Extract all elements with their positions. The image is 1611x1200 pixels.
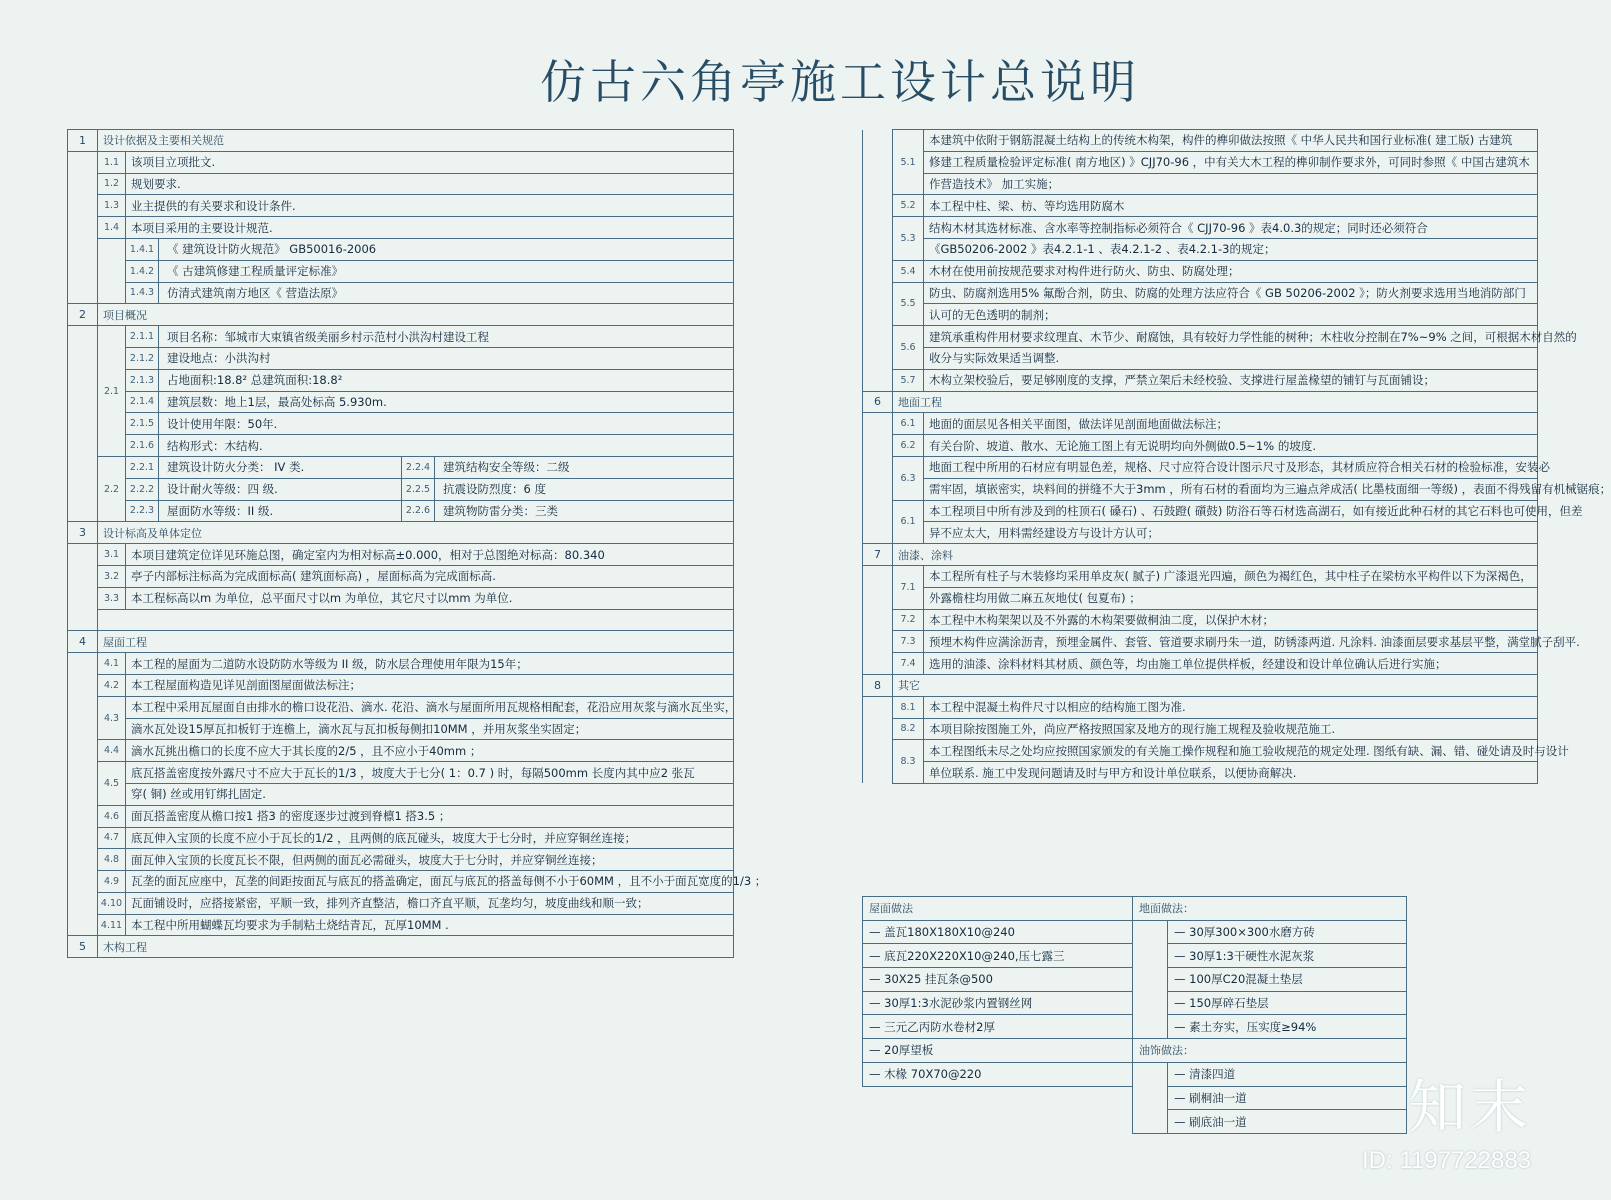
section-number: 1	[68, 130, 98, 152]
subitem-number: 2.1.4	[126, 392, 159, 413]
item-number: 3.1	[98, 544, 126, 566]
spec-subitem-row	[68, 413, 734, 435]
spec-item-row	[863, 478, 1538, 500]
subitem-number: 2.1.6	[126, 435, 159, 456]
spec-item-row	[863, 217, 1538, 239]
item-text: 防虫、防腐剂选用5% 氟酚合剂，防虫、防腐的处理方法应符合《 GB 50206-2002 》；防火剂要求选用当地消防部门	[924, 282, 1538, 304]
spec-item-row	[863, 718, 1538, 740]
section-header-row	[68, 304, 734, 326]
indent-cell	[1133, 1062, 1168, 1133]
material-row	[863, 1062, 1407, 1086]
spec-item-row	[863, 500, 1538, 522]
item-text: 瓦面铺设时，应搭接紧密，平顺一致，排列齐直整洁，檐口齐直平顺，瓦垄均匀，坡度曲线和顺一致；	[126, 892, 734, 914]
spec-subitem-row	[68, 347, 734, 369]
item-number: 4.3	[98, 696, 126, 740]
item-number: 8.1	[893, 696, 924, 718]
pair-number-right: 2.2.6	[402, 501, 435, 522]
item-text: 需牢固，填嵌密实，块料间的拼缝不大于3mm ，所有石材的看面均为三遍点斧成活( 比墨枝面细一等级) ，表面不得残留有机械锯痕；	[924, 478, 1538, 500]
item-number: 4.11	[98, 914, 126, 936]
subitem-text: 建设地点：小洪沟村	[167, 351, 271, 366]
pair-number-right: 2.2.4	[402, 457, 435, 478]
item-number: 6.3	[893, 456, 924, 500]
subitem-cell	[126, 238, 734, 260]
item-number: 5.3	[893, 217, 924, 261]
spec-item-row	[68, 892, 734, 914]
spec-item-row	[863, 173, 1538, 195]
subitem-text: 仿清式建筑南方地区《 营造法原》	[167, 285, 344, 300]
floor-layer: — 素土夯实，压实度≥94%	[1168, 1015, 1407, 1039]
item-number: 8.3	[893, 740, 924, 784]
section-label: 项目概况	[98, 304, 734, 326]
section-header-row	[863, 674, 1538, 696]
item-number: 4.8	[98, 849, 126, 871]
watermark-logo: 知末	[1408, 1073, 1533, 1141]
spec-pair-row	[68, 478, 734, 500]
spec-subitem-row	[68, 435, 734, 457]
subitem-cell	[126, 326, 734, 348]
item-text: 地面的面层见各相关平面图，做法详见剖面地面做法标注；	[924, 413, 1538, 435]
item-number: 4.7	[98, 827, 126, 849]
spec-item-row	[863, 238, 1538, 260]
section-label: 设计标高及单体定位	[98, 522, 734, 544]
item-text: 本建筑中依附于钢筋混凝土结构上的传统木构架，构件的榫卯做法按照《 中华人民共和国行业标准( 建工版) 古建筑	[924, 130, 1538, 152]
spec-item-row	[863, 696, 1538, 718]
item-text: 面瓦搭盖密度从檐口按1 搭3 的密度逐步过渡到脊檩1 搭3.5 ；	[126, 805, 734, 827]
roof-layer: — 30X25 挂瓦条@500	[863, 968, 1133, 992]
spec-item-row	[68, 805, 734, 827]
section-header-row	[68, 631, 734, 653]
spec-item-row	[863, 631, 1538, 653]
indent-cell	[863, 130, 893, 392]
pair-cell	[126, 478, 734, 500]
material-table	[862, 896, 1407, 1134]
pair-cell	[126, 456, 734, 478]
item-text: 木材在使用前按规范要求对构件进行防火、防虫、防腐处理；	[924, 260, 1538, 282]
item-text: 预埋木构件应满涂沥青，预埋金属件、套管、管道要求刷丹朱一道，防锈漆两道. 凡涂料. 油漆面层要求基层平整，满堂腻子刮平.	[924, 631, 1538, 653]
subitem-number: 2.1.2	[126, 348, 159, 369]
item-number: 7.3	[893, 631, 924, 653]
section-label: 屋面工程	[98, 631, 734, 653]
item-text: 外露檐柱均用做二麻五灰地仗( 包夏布) ；	[924, 587, 1538, 609]
item-text: 结构木材其选材标准、含水率等控制指标必须符合《 CJJ70-96 》表4.0.3的规定；同时还必须符合	[924, 217, 1538, 239]
spec-item-row	[863, 435, 1538, 457]
floor-layer: — 150厚碎石垫层	[1168, 991, 1407, 1015]
item-number: 5.4	[893, 260, 924, 282]
subitem-number: 1.4.2	[126, 261, 159, 282]
item-text: 选用的油漆、涂料材料其材质、颜色等，均由施工单位提供样板，经建设和设计单位确认后进行实施；	[924, 653, 1538, 675]
roof-layer: — 盖瓦180X180X10@240	[863, 920, 1133, 944]
image-id: ID: 1197722883	[1362, 1147, 1532, 1174]
indent-cell	[68, 326, 98, 522]
subitem-number: 2.1.1	[126, 326, 159, 347]
item-text: 认可的无色透明的制剂；	[924, 304, 1538, 326]
left-spec-table	[67, 129, 767, 958]
item-text: 业主提供的有关要求和设计条件.	[126, 195, 734, 217]
item-number: 3.3	[98, 587, 126, 609]
item-number: 1.4	[98, 217, 126, 239]
pair-number-left: 2.2.3	[126, 501, 159, 522]
spec-item-row	[68, 587, 734, 609]
group-number: 2.2	[98, 456, 126, 521]
item-number: 6.2	[893, 435, 924, 457]
spec-item-row	[68, 565, 734, 587]
roof-layer: — 三元乙丙防水卷材2厚	[863, 1015, 1133, 1039]
spec-item-row	[863, 456, 1538, 478]
item-text: 本项目除按图施工外，尚应严格按照国家及地方的现行施工规程及验收规范施工.	[924, 718, 1538, 740]
indent-cell	[863, 413, 893, 544]
item-text: 本工程中采用瓦屋面自由排水的檐口设花沿、滴水. 花沿、滴水与屋面所用瓦规格相配套，花沿应用灰浆与滴水瓦坐实，	[126, 696, 734, 718]
section-number: 5	[68, 936, 98, 958]
item-number: 7.4	[893, 653, 924, 675]
indent-cell	[863, 565, 893, 674]
spec-item-row	[68, 653, 734, 675]
paint-layer: — 清漆四道	[1168, 1062, 1407, 1086]
section-number: 2	[68, 304, 98, 326]
spec-subitem-row	[68, 391, 734, 413]
empty-row	[68, 609, 734, 631]
item-text: 建筑承重构件用材要求纹理直、木节少、耐腐蚀，具有较好力学性能的树种；木柱收分控制在7%~9% 之间，可根据木材自然的	[924, 326, 1538, 348]
item-text: 作营造技术》 加工实施；	[924, 173, 1538, 195]
paint-header: 油饰做法：	[1133, 1039, 1407, 1063]
indent-cell	[68, 544, 98, 631]
roof-layer: — 30厚1:3水泥砂浆内置钢丝网	[863, 991, 1133, 1015]
section-number: 6	[863, 391, 893, 413]
item-number: 4.1	[98, 653, 126, 675]
item-text: 滴水瓦挑出檐口的长度不应大于其长度的2/5 ，且不应小于40mm ；	[126, 740, 734, 762]
item-text: 本工程屋面构造见详见剖面图屋面做法标注；	[126, 674, 734, 696]
spec-pair-row	[68, 456, 734, 478]
section-label: 设计依据及主要相关规范	[98, 130, 734, 152]
spec-item-row	[863, 609, 1538, 631]
item-text: 本工程中木构架架以及不外露的木构架要做桐油二度，以保护木材；	[924, 609, 1538, 631]
item-number: 4.2	[98, 674, 126, 696]
subitem-cell	[126, 435, 734, 457]
item-text: 单位联系. 施工中发现问题请及时与甲方和设计单位联系，以便协商解决.	[924, 762, 1538, 784]
item-text: 本工程标高以m 为单位，总平面尺寸以m 为单位，其它尺寸以mm 为单位.	[126, 587, 734, 609]
item-text: 瓦垄的面瓦应座中，瓦垄的间距按面瓦与底瓦的搭盖确定，面瓦与底瓦的搭盖每侧不小于60MM ，且不小于面瓦宽度的1/3 ；	[126, 871, 734, 893]
roof-layer: — 木椽 70X70@220	[863, 1062, 1133, 1086]
roof-header: 屋面做法	[863, 897, 1133, 921]
group-number: 2.1	[98, 326, 126, 457]
pair-number-left: 2.2.2	[126, 479, 159, 500]
item-text: 本工程图纸未尽之处均应按照国家颁发的有关施工操作规程和施工验收规范的规定处理. 图纸有缺、漏、错、碰处请及时与设计	[924, 740, 1538, 762]
indent-cell	[68, 151, 98, 304]
section-header-row	[68, 522, 734, 544]
item-text: 地面工程中所用的石材应有明显色差，规格、尺寸应符合设计图示尺寸及形态，其材质应符合相关石材的检验标准，安装必	[924, 456, 1538, 478]
spec-item-row	[68, 173, 734, 195]
material-row	[863, 897, 1407, 921]
spec-item-row	[863, 130, 1538, 152]
item-text: 面瓦伸入宝顶的长度瓦长不限，但两侧的面瓦必需碰头，坡度大于七分时，并应穿铜丝连接；	[126, 849, 734, 871]
item-text: 本工程中混凝土构件尺寸以相应的结构施工图为准.	[924, 696, 1538, 718]
item-text: 滴水瓦处设15厚瓦扣板钉于连檐上，滴水瓦与瓦扣板每侧扣10MM ，并用灰浆坐实固定；	[126, 718, 734, 740]
subitem-cell	[126, 413, 734, 435]
item-text: 本工程项目中所有涉及到的柱顶石( 磉石) 、石鼓蹬( 礩鼓) 防浴石等石材选高湖石，如有接近此种石材的其它石料也可使用，但差	[924, 500, 1538, 522]
item-text: 该项目立项批文.	[126, 151, 734, 173]
item-number: 7.2	[893, 609, 924, 631]
item-text: 本项目建筑定位详见环施总图，确定室内为相对标高±0.000，相对于总图绝对标高：80.340	[126, 544, 734, 566]
item-number: 1.3	[98, 195, 126, 217]
item-number: 1.2	[98, 173, 126, 195]
spec-subitem-row	[68, 238, 734, 260]
spec-item-row	[68, 740, 734, 762]
section-number: 8	[863, 674, 893, 696]
subitem-number: 2.1.3	[126, 370, 159, 391]
pair-cell	[126, 500, 734, 522]
subitem-number: 1.4.3	[126, 283, 159, 304]
item-text: 本项目采用的主要设计规范.	[126, 217, 734, 239]
indent-cell	[68, 653, 98, 936]
item-text: 规划要求.	[126, 173, 734, 195]
subitem-cell	[126, 391, 734, 413]
item-number: 7.1	[893, 565, 924, 609]
item-text: 本工程的屋面为二道防水设防防水等级为 II 级，防水层合理使用年限为15年；	[126, 653, 734, 675]
floor-layer: — 30厚1:3干硬性水泥灰浆	[1168, 944, 1407, 968]
item-text: 《GB50206-2002 》表4.2.1-1 、表4.2.1-2 、表4.2.1-3的规定；	[924, 238, 1538, 260]
spec-item-row	[863, 260, 1538, 282]
roof-layer: — 底瓦220X220X10@240,压七露三	[863, 944, 1133, 968]
spec-item-row	[863, 565, 1538, 587]
pair-number-right: 2.2.5	[402, 479, 435, 500]
spec-item-row	[68, 871, 734, 893]
spec-item-row	[68, 827, 734, 849]
indent-cell	[1133, 920, 1168, 1038]
section-header-row	[863, 391, 1538, 413]
spec-item-row	[863, 369, 1538, 391]
item-number: 4.4	[98, 740, 126, 762]
section-number: 4	[68, 631, 98, 653]
item-number: 5.5	[893, 282, 924, 326]
item-text: 本工程中所用蝴蝶瓦均要求为手制粘土烧结青瓦，瓦厚10MM .	[126, 914, 734, 936]
roof-spacer	[863, 1086, 1133, 1133]
paint-layer: — 刷桐油一道	[1168, 1086, 1407, 1110]
subitem-cell	[126, 369, 734, 391]
spec-item-row	[863, 282, 1538, 304]
subitem-text: 《 古建筑修建工程质量评定标准》	[167, 264, 344, 279]
item-number: 4.5	[98, 762, 126, 806]
spec-item-row	[863, 522, 1538, 544]
pair-number-left: 2.2.1	[126, 457, 159, 478]
section-label: 木构工程	[98, 936, 734, 958]
subitem-text: 结构形式：木结构.	[167, 438, 263, 453]
item-number: 5.6	[893, 326, 924, 370]
item-number: 6.1	[893, 500, 924, 544]
item-number: 1.1	[98, 151, 126, 173]
spec-item-row	[68, 762, 734, 784]
spec-item-row	[68, 783, 734, 805]
spec-item-row	[863, 326, 1538, 348]
subitem-text: 建筑层数：地上1层，最高处标高 5.930m.	[167, 394, 387, 409]
item-text: 异不应太大，用料需经建设方与设计方认可；	[924, 522, 1538, 544]
section-header-row	[68, 936, 734, 958]
spec-item-row	[68, 674, 734, 696]
spec-item-row	[68, 195, 734, 217]
material-row	[863, 1039, 1407, 1063]
subitem-cell	[126, 282, 734, 304]
indent-cell	[98, 238, 126, 303]
pair-text-right: 抗震设防烈度：6 度	[443, 482, 546, 497]
spec-pair-row	[68, 500, 734, 522]
spec-item-row	[863, 195, 1538, 217]
section-header-row	[863, 544, 1538, 566]
pair-text-right: 建筑物防雷分类：三类	[443, 503, 558, 518]
item-number: 4.9	[98, 871, 126, 893]
item-text: 修建工程质量检验评定标准( 南方地区) 》CJJ70-96 ，中有关大木工程的榫卯制作要求外，可同时参照《 中国古建筑木	[924, 151, 1538, 173]
section-header-row	[68, 130, 734, 152]
spec-subitem-row	[68, 326, 734, 348]
spec-item-row	[68, 151, 734, 173]
right-spec-table	[862, 129, 1611, 784]
section-number: 3	[68, 522, 98, 544]
material-row	[863, 920, 1407, 944]
indent-cell	[863, 696, 893, 783]
spec-subitem-row	[68, 369, 734, 391]
spec-item-row	[863, 587, 1538, 609]
item-text: 木构立架校验后，要足够刚度的支撑，严禁立架后未经校验、支撑进行屋盖椽望的铺钉与瓦面铺设；	[924, 369, 1538, 391]
spec-item-row	[863, 653, 1538, 675]
spec-item-row	[68, 544, 734, 566]
spec-item-row	[863, 413, 1538, 435]
spec-item-row	[68, 696, 734, 718]
roof-layer: — 20厚望板	[863, 1039, 1133, 1063]
subitem-cell	[126, 347, 734, 369]
item-text: 本工程所有柱子与木装修均采用单皮灰( 腻子) 广漆退光四遍，颜色为褐红色，其中柱子在梁枋水平构件以下为深褐色，	[924, 565, 1538, 587]
item-text: 收分与实际效果适当调整.	[924, 347, 1538, 369]
subitem-text: 设计使用年限：50年.	[167, 416, 278, 431]
pair-text-left: 屋面防水等级：II 级.	[159, 501, 402, 522]
item-text: 本工程中柱、梁、枋、等均选用防腐木	[924, 195, 1538, 217]
item-number: 5.1	[893, 130, 924, 195]
item-text: 穿( 铜) 丝或用钉绑扎固定.	[126, 783, 734, 805]
item-number: 6.1	[893, 413, 924, 435]
subitem-cell	[126, 260, 734, 282]
item-number: 5.2	[893, 195, 924, 217]
spec-item-row	[68, 217, 734, 239]
subitem-text: 项目名称：邹城市大束镇省级美丽乡村示范村小洪沟村建设工程	[167, 329, 489, 344]
item-text: 底瓦搭盖密度按外露尺寸不应大于瓦长的1/3 ，坡度大于七分( 1：0.7 ) 时，每隔500mm 长度内其中应2 张瓦	[126, 762, 734, 784]
item-number: 4.6	[98, 805, 126, 827]
page-title: 仿古六角亭施工设计总说明	[540, 55, 1140, 109]
spec-subitem-row	[68, 260, 734, 282]
spec-item-row	[863, 347, 1538, 369]
spec-item-row	[68, 849, 734, 871]
item-text: 有关台阶、坡道、散水、无论施工图上有无说明均向外侧做0.5~1% 的坡度.	[924, 435, 1538, 457]
section-label: 地面工程	[893, 391, 1538, 413]
item-number: 8.2	[893, 718, 924, 740]
spec-item-row	[68, 718, 734, 740]
pair-text-left: 建筑设计防火分类： IV 类.	[159, 457, 402, 478]
section-label: 其它	[893, 674, 1538, 696]
floor-header: 地面做法：	[1133, 897, 1407, 921]
spec-subitem-row	[68, 282, 734, 304]
spec-item-row	[863, 762, 1538, 784]
pair-text-right: 建筑结构安全等级：二级	[443, 460, 570, 475]
spec-item-row	[863, 304, 1538, 326]
paint-layer: — 刷底油一道	[1168, 1110, 1407, 1134]
subitem-number: 1.4.1	[126, 239, 159, 260]
spec-item-row	[68, 914, 734, 936]
item-number: 3.2	[98, 565, 126, 587]
spec-item-row	[863, 151, 1538, 173]
section-label: 油漆、涂料	[893, 544, 1538, 566]
item-number: 5.7	[893, 369, 924, 391]
pair-text-left: 设计耐火等级：四 级.	[159, 479, 402, 500]
item-text: 底瓦伸入宝顶的长度不应小于瓦长的1/2 ，且两侧的底瓦碰头，坡度大于七分时，并应穿铜丝连接；	[126, 827, 734, 849]
floor-layer: — 30厚300×300水磨方砖	[1168, 920, 1407, 944]
subitem-text: 占地面积:18.8² 总建筑面积:18.8²	[167, 373, 343, 388]
item-number: 4.10	[98, 892, 126, 914]
section-number: 7	[863, 544, 893, 566]
subitem-text: 《 建筑设计防火规范》 GB50016-2006	[167, 242, 377, 257]
subitem-number: 2.1.5	[126, 413, 159, 434]
floor-layer: — 100厚C20混凝土垫层	[1168, 968, 1407, 992]
spec-item-row	[863, 740, 1538, 762]
empty-cell	[98, 609, 734, 631]
item-text: 亭子内部标注标高为完成面标高( 建筑面标高) ，屋面标高为完成面标高.	[126, 565, 734, 587]
